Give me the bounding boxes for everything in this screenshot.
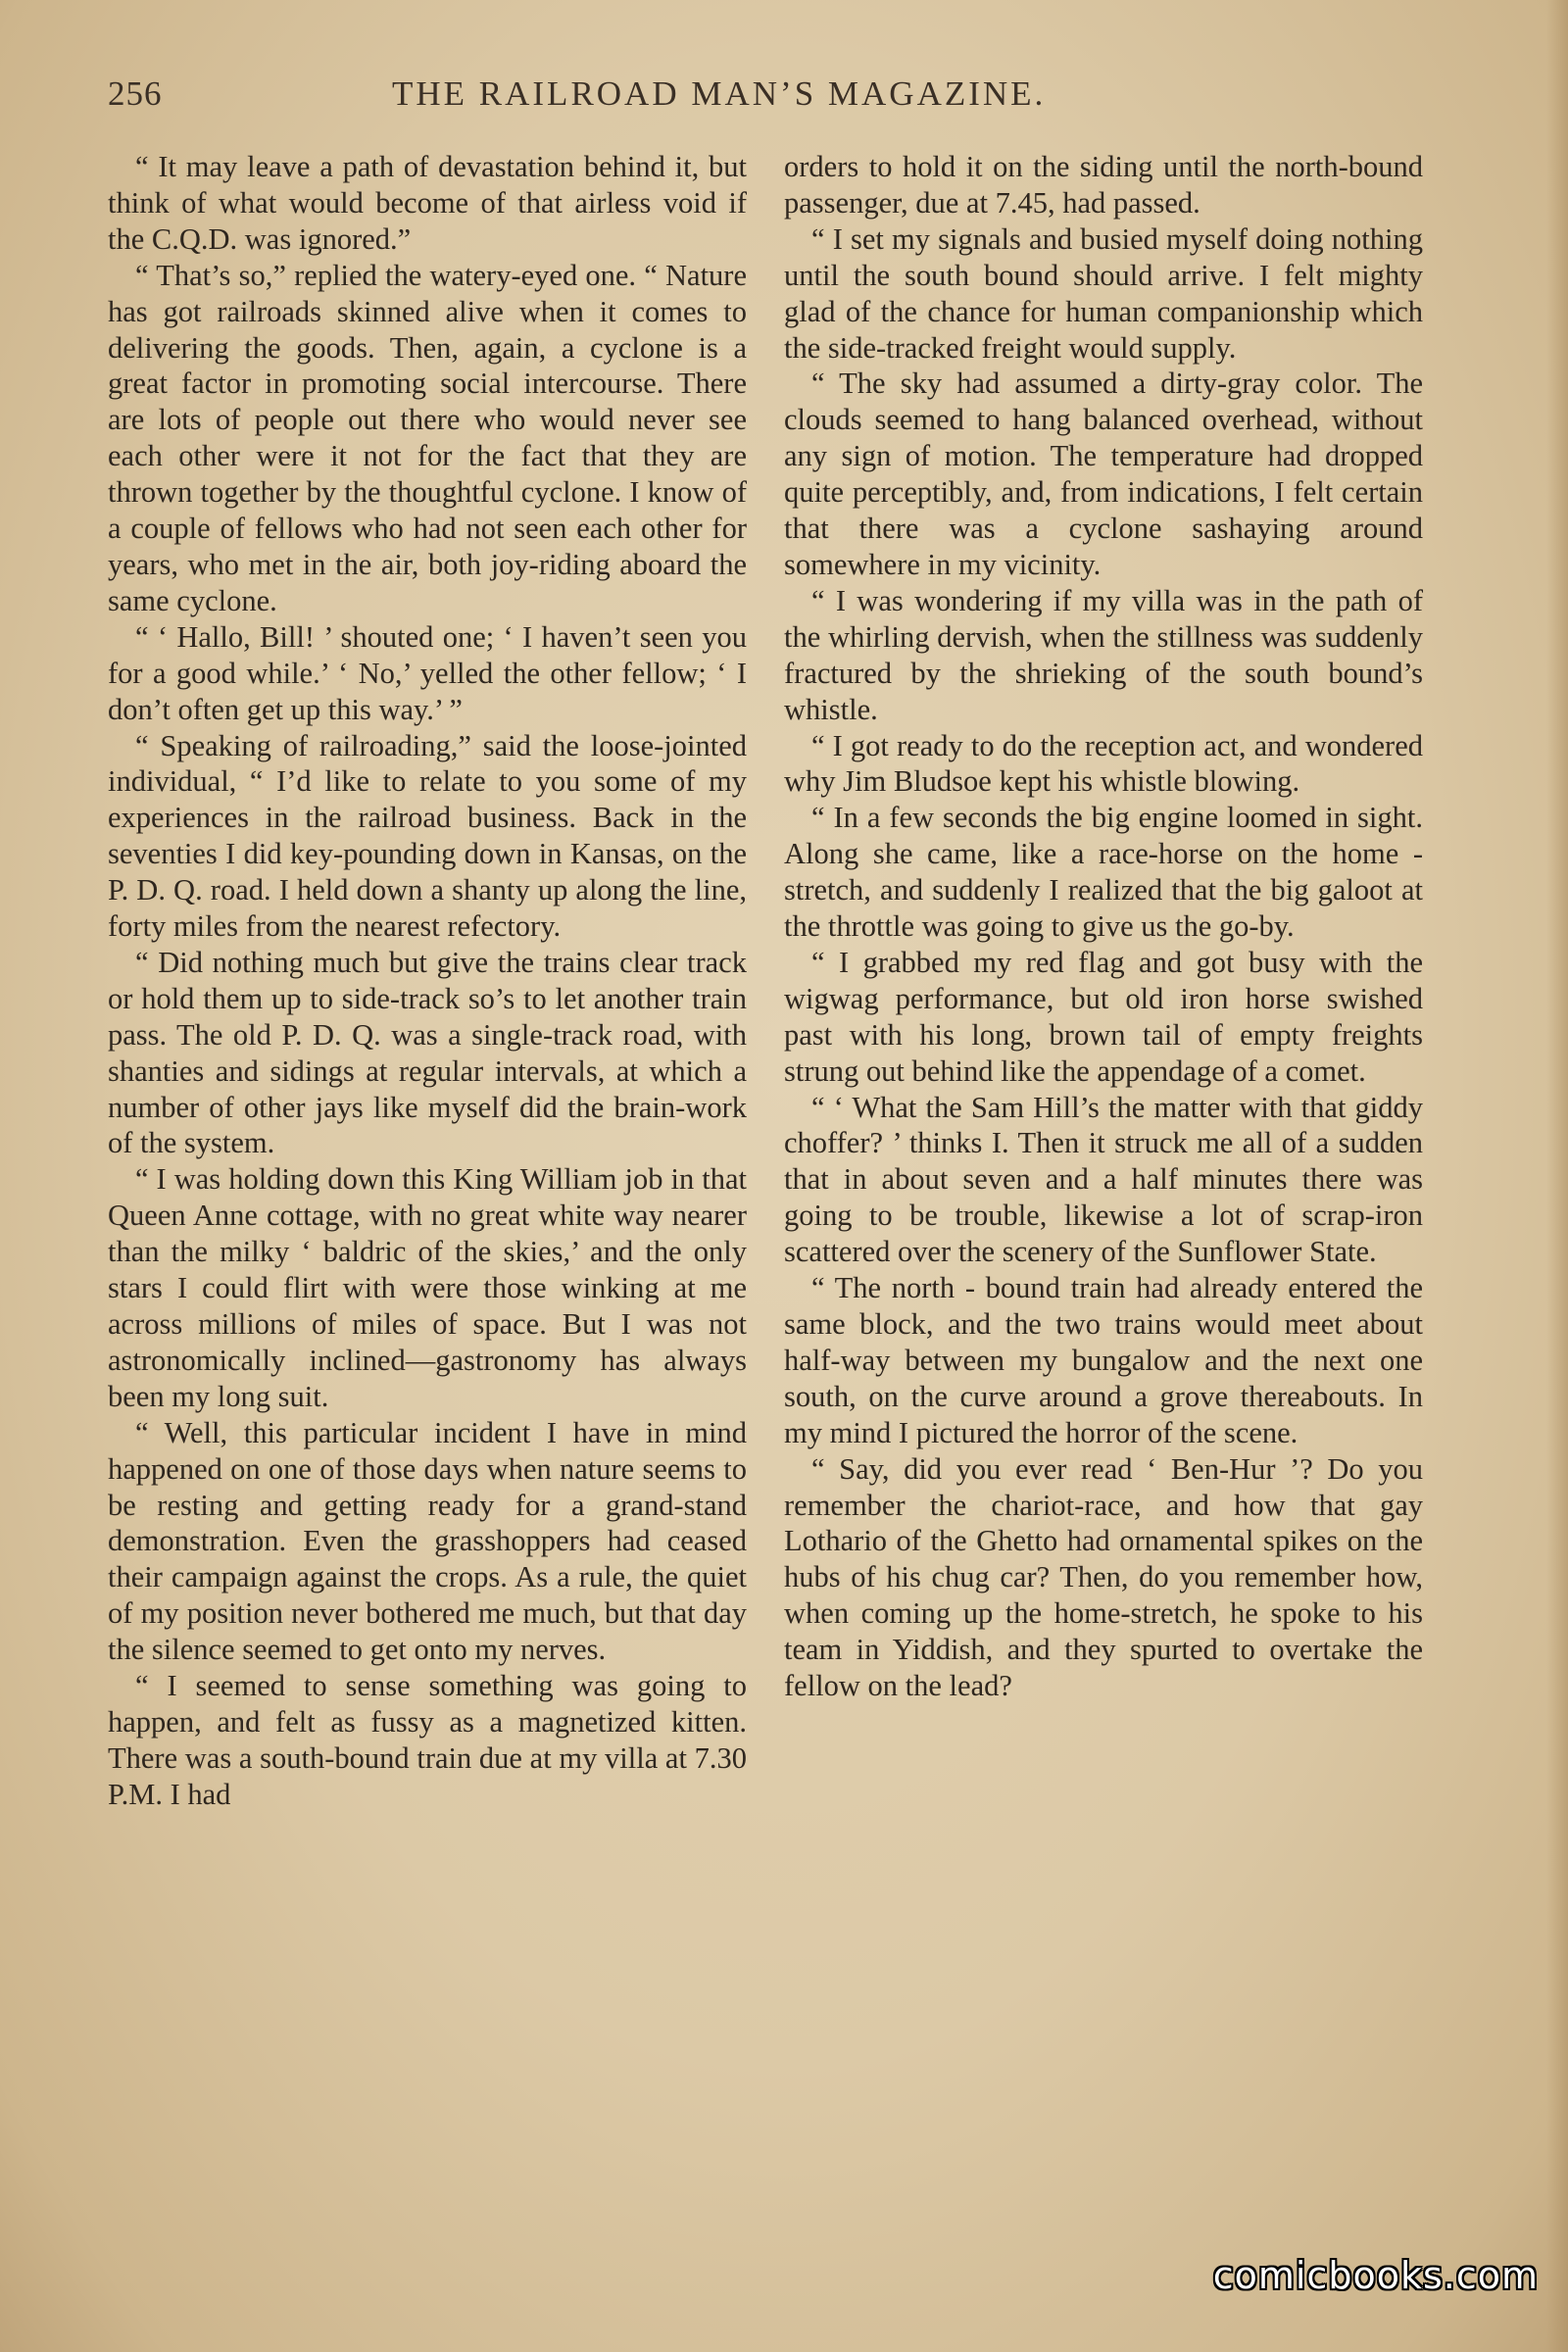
paragraph: “ That’s so,” replied the watery-eyed one. “ Nature has got railroads skinned alive when it comes to delivering the goods. Then, again, a cyclone is a great factor in promoting social intercourse. There are lots of people out there who would never see each other were it not for the fact that they are thrown together by the thoughtful cyclone. I know of a couple of fellows who had not seen each other for years, who met in the air, both joy-riding aboard the same cyclone.	[108, 258, 747, 617]
paragraph: “ Speaking of railroading,” said the loose-jointed individual, “ I’d like to relate to you some of my experiences in the railroad business. Back in the seventies I did key-pounding down in Kansas, on the P. D. Q. road. I held down a shanty up along the line, forty miles from the nearest refectory.	[108, 728, 747, 944]
paragraph: “ I was holding down this King William job in that Queen Anne cottage, with no great white way nearer than the milky ‘ baldric of the skies,’ and the only stars I could flirt with were those winking at me across millions of miles of space. But I was not astronomically inclined—gastronomy has always been my long suit.	[108, 1162, 747, 1413]
running-title: THE RAILROAD MAN’S MAGAZINE.	[392, 74, 1047, 113]
paragraph-continued: orders to hold it on the siding until the north-bound passenger, due at 7.45, had passed.	[784, 150, 1423, 220]
watermark: comicbooks.com	[1212, 2254, 1539, 2297]
paragraph: “ It may leave a path of devastation behind it, but think of what would become of that airless void if the C.Q.D. was ignored.”	[108, 150, 747, 256]
paragraph: “ I seemed to sense something was going to happen, and felt as fussy as a magnetized kitten. There was a south-bound train due at my villa at 7.30 P.M. I had	[108, 1669, 747, 1811]
paragraph: “ The north - bound train had already entered the same block, and the two trains would meet about half-way between my bungalow and the next one south, on the curve around a grove thereabouts. In my mind I pictured the horror of the scene.	[784, 1271, 1423, 1449]
paragraph: “ ‘ Hallo, Bill! ’ shouted one; ‘ I haven’t seen you for a good while.’ ‘ No,’ yelled the other fellow; ‘ I don’t often get up this way.’ ”	[108, 619, 747, 726]
paragraph: “ In a few seconds the big engine loomed in sight. Along she came, like a race-horse on the home - stretch, and suddenly I realized that the big galoot at the throttle was going to give us the go-by.	[784, 801, 1423, 944]
paragraph: “ I was wondering if my villa was in the path of the whirling dervish, when the stillness was suddenly fractured by the shrieking of the south bound’s whistle.	[784, 583, 1423, 726]
page-header	[108, 74, 1421, 133]
paragraph: “ Well, this particular incident I have in mind happened on one of those days when nature seems to be resting and getting ready for a grand-stand demonstration. Even the grasshoppers had ceased their campaign against the crops. As a rule, the quiet of my position never bothered me much, but that day the silence seemed to get onto my nerves.	[108, 1415, 747, 1667]
page-number: 256	[108, 74, 163, 113]
paragraph: “ ‘ What the Sam Hill’s the matter with that giddy choffer? ’ thinks I. Then it struck me all of a sudden that in about seven and a half minutes there was going to be trouble, likewise a lot of scrap-iron scattered over the scenery of the Sunflower State.	[784, 1090, 1423, 1269]
paragraph: “ I grabbed my red flag and got busy with the wigwag performance, but old iron horse swished past with his long, brown tail of empty freights strung out behind like the appendage of a comet.	[784, 945, 1423, 1088]
paragraph: “ Did nothing much but give the trains clear track or hold them up to side-track so’s to let another train pass. The old P. D. Q. was a single-track road, with shanties and sidings at regular intervals, at which a number of other jays like myself did the brain-work of the system.	[108, 945, 747, 1160]
left-column	[108, 149, 747, 1813]
page-edge-shadow	[1546, 0, 1568, 2352]
paragraph: “ The sky had assumed a dirty-gray color. The clouds seemed to hang balanced overhead, without any sign of motion. The temperature had dropped quite perceptibly, and, from indications, I felt certain that there was a cyclone sashaying around somewhere in my vicinity.	[784, 367, 1423, 581]
paragraph: “ I set my signals and busied myself doing nothing until the south bound should arrive. I felt mighty glad of the chance for human companionship which the side-tracked freight would supply.	[784, 221, 1423, 365]
paragraph: “ I got ready to do the reception act, and wondered why Jim Bludsoe kept his whistle blowing.	[784, 728, 1423, 799]
paragraph: “ Say, did you ever read ‘ Ben-Hur ’? Do you remember the chariot-race, and how that gay Lothario of the Ghetto had ornamental spikes on the hubs of his chug car? Then, do you remember how, when coming up the home-stretch, he spoke to his team in Yiddish, and they spurted to overtake the fellow on the lead?	[784, 1451, 1423, 1703]
right-column	[784, 149, 1423, 1704]
